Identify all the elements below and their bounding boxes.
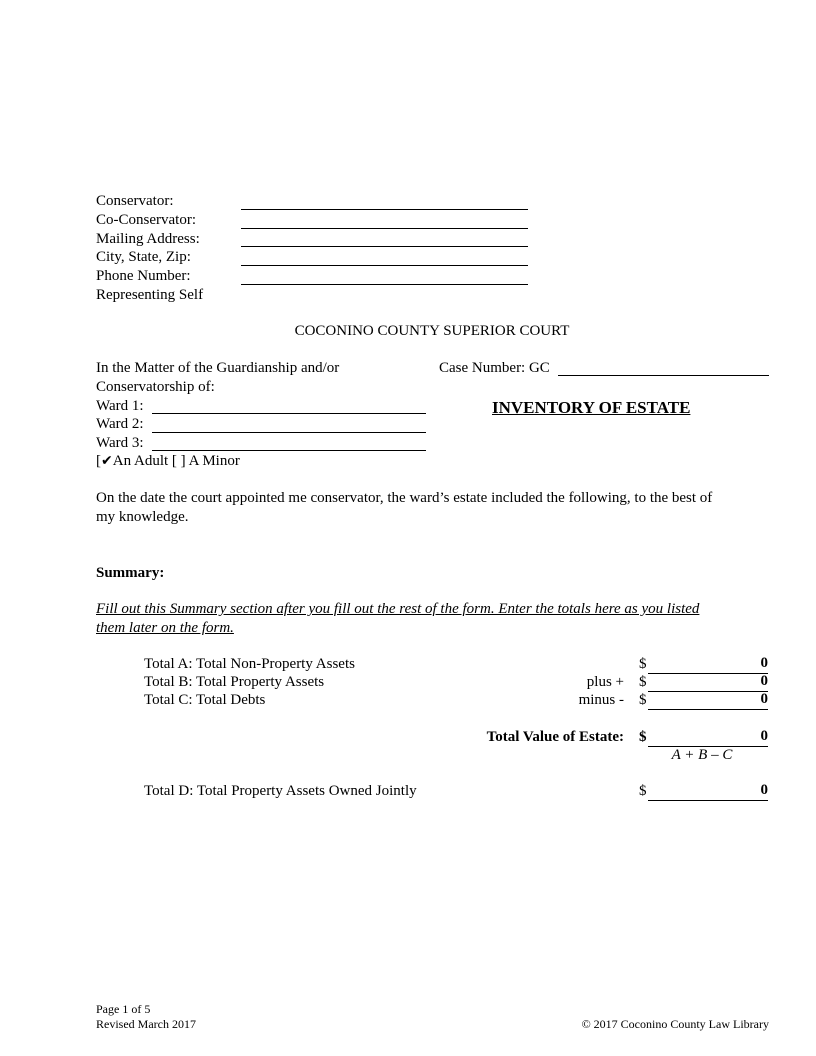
phone-number-field[interactable] (241, 284, 528, 285)
instruction-line-2: them later on the form. (96, 620, 234, 636)
total-b-label: Total B: Total Property Assets (144, 674, 325, 690)
total-d-label: Total D: Total Property Assets Owned Jointly (144, 783, 417, 799)
ward-1-label: Ward 1: (96, 398, 144, 414)
total-d-dollar: $ (639, 783, 647, 799)
ward-2-label: Ward 2: (96, 416, 144, 432)
total-c-amount[interactable]: 0 (648, 691, 768, 710)
city-state-zip-field[interactable] (241, 265, 528, 266)
checkmark-icon: ✔ (101, 453, 113, 469)
intro-line-1: On the date the court appointed me conservator, the ward’s estate included the following, to the best of (96, 490, 713, 506)
total-a-dollar: $ (639, 656, 647, 672)
instruction-line-1: Fill out this Summary section after you fill out the rest of the form. Enter the totals here as you listed (96, 601, 700, 617)
total-d-amount[interactable]: 0 (648, 782, 768, 801)
estate-total-amount[interactable]: 0 (648, 728, 768, 747)
total-b-amount[interactable]: 0 (648, 673, 768, 692)
estate-total-dollar: $ (639, 729, 647, 745)
adult-checkbox[interactable]: [✔ (96, 453, 113, 469)
city-state-zip-label: City, State, Zip: (96, 249, 191, 265)
ward-3-field[interactable] (152, 450, 426, 451)
case-number-field[interactable] (558, 375, 769, 376)
minor-option[interactable]: [ ] A Minor (171, 453, 240, 469)
total-b-dollar: $ (639, 674, 647, 690)
revised-date: Revised March 2017 (96, 1017, 196, 1031)
co-conservator-label: Co-Conservator: (96, 212, 196, 228)
representing-self: Representing Self (96, 287, 204, 303)
minus-operator: minus - (578, 692, 624, 708)
co-conservator-field[interactable] (241, 228, 528, 229)
total-a-label: Total A: Total Non-Property Assets (144, 656, 355, 672)
total-c-dollar: $ (639, 692, 647, 708)
ward-3-label: Ward 3: (96, 435, 144, 451)
document-title: INVENTORY OF ESTATE (492, 398, 691, 417)
case-number-label: Case Number: GC (439, 360, 550, 376)
conservator-label: Conservator: (96, 193, 174, 209)
plus-operator: plus + (586, 674, 624, 690)
phone-number-label: Phone Number: (96, 268, 191, 284)
adult-option-label: An Adult (112, 453, 169, 469)
total-a-amount[interactable]: 0 (648, 655, 768, 674)
mailing-address-label: Mailing Address: (96, 231, 200, 247)
intro-line-2: my knowledge. (96, 509, 189, 525)
mailing-address-field[interactable] (241, 246, 528, 247)
matter-line-2: Conservatorship of: (96, 379, 215, 395)
conservator-field[interactable] (241, 209, 528, 210)
age-options (96, 453, 240, 470)
matter-line-1: In the Matter of the Guardianship and/or (96, 360, 340, 376)
ward-1-field[interactable] (152, 413, 426, 414)
estate-total-label: Total Value of Estate: (486, 729, 624, 745)
summary-heading: Summary: (96, 565, 165, 581)
total-c-label: Total C: Total Debts (144, 692, 266, 708)
copyright: © 2017 Coconino County Law Library (581, 1017, 769, 1031)
estate-formula: A + B – C (671, 747, 733, 763)
page-number: Page 1 of 5 (96, 1002, 151, 1016)
ward-2-field[interactable] (152, 432, 426, 433)
court-title: COCONINO COUNTY SUPERIOR COURT (294, 323, 570, 339)
